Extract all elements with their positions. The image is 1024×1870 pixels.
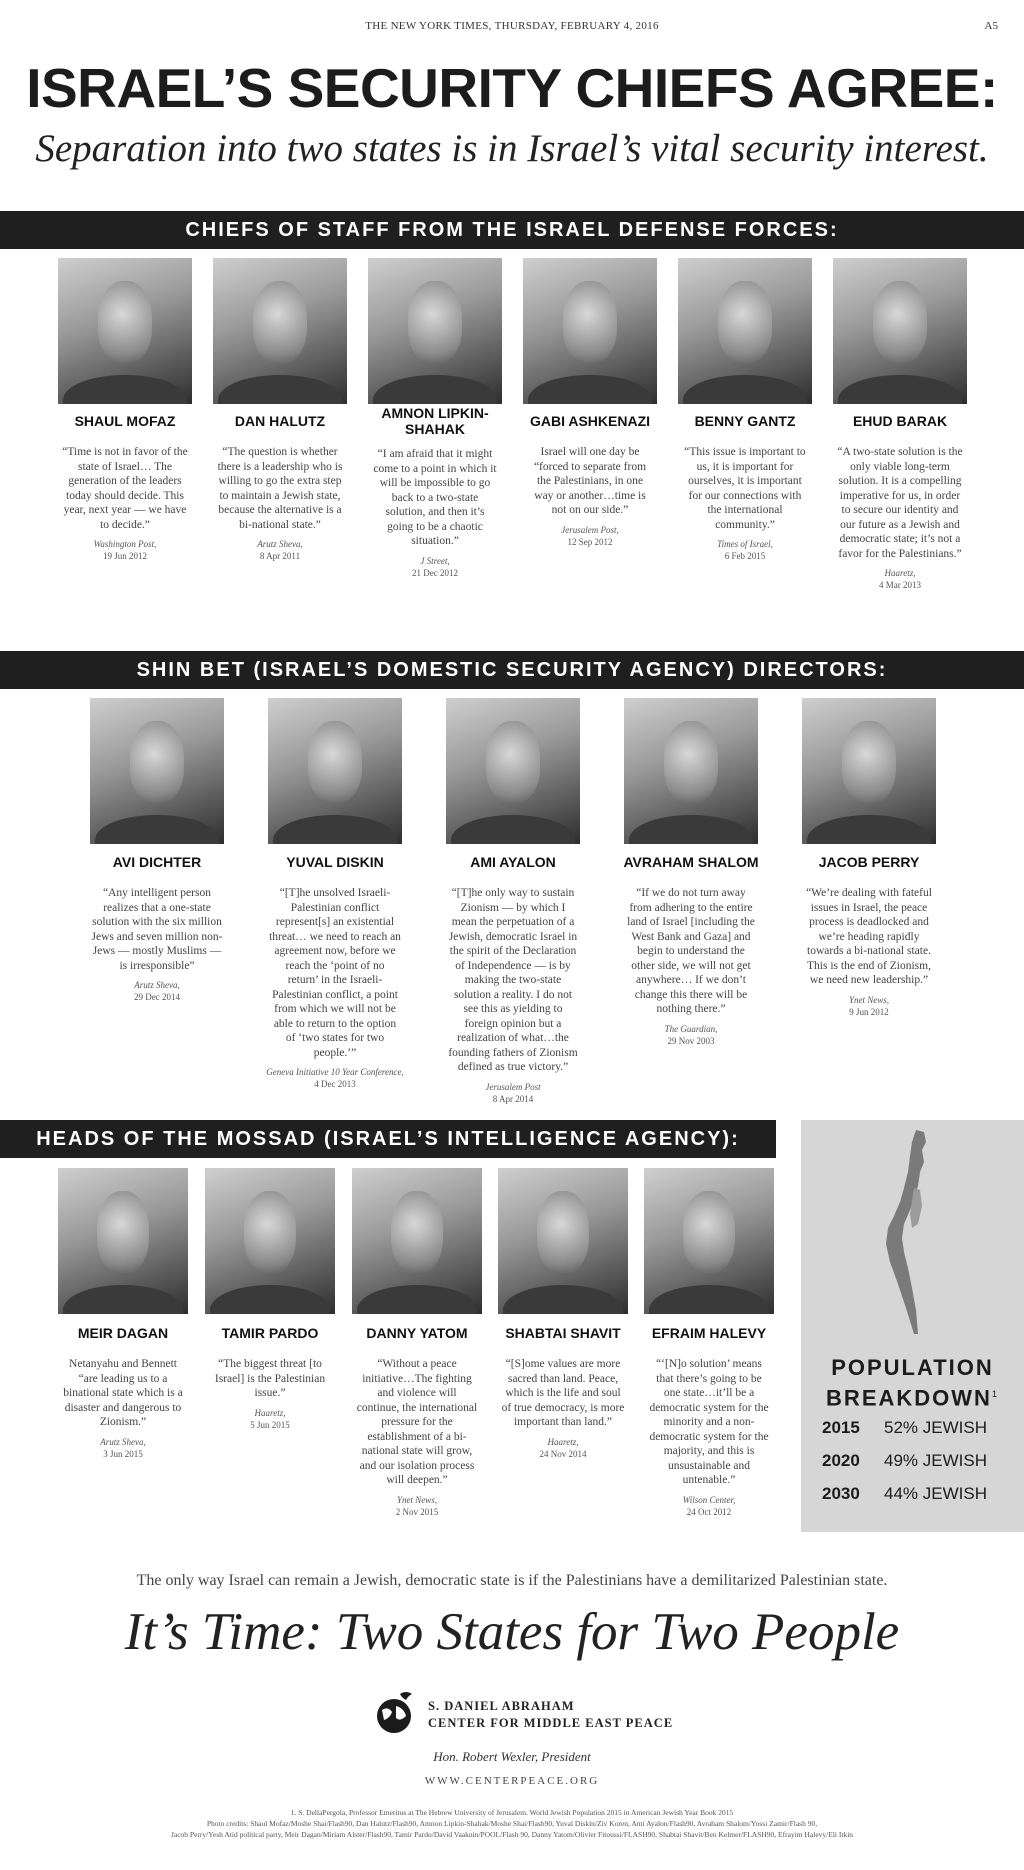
source-date: 29 Dec 2014 (134, 992, 180, 1002)
portrait-face (664, 721, 718, 803)
population-row (822, 1484, 1012, 1504)
portrait-photo (802, 698, 936, 844)
person-quote: “We’re dealing with fateful issues in Israel, the peace process is deadlocked and we’re heading rapidly towards a bi-national state. This is the end of Zionism, we need new leadership.” (806, 887, 932, 986)
portrait-shoulders (357, 1285, 477, 1314)
quote-source (672, 538, 818, 562)
source-publication: Ynet News, (848, 995, 889, 1005)
portrait-shoulders (807, 815, 930, 844)
portrait-face (873, 281, 927, 363)
population-year: 2015 (822, 1418, 860, 1437)
portrait-face (486, 721, 540, 803)
portrait-photo (446, 698, 580, 844)
portrait-shoulders (210, 1285, 330, 1314)
slogan: It’s Time: Two States for Two People (124, 1603, 900, 1661)
portrait-photo (213, 258, 347, 404)
masthead: THE NEW YORK TIMES, THURSDAY, FEBRUARY 4, 2016 (365, 20, 659, 32)
portrait-photo (90, 698, 224, 844)
person-name: JACOB PERRY (818, 854, 920, 870)
person-quote: “[T]he only way to sustain Zionism — by which I mean the perpetuation of a Jewish, democratic Israel in the spirit of the Declaration of Independence — is by making the two-state solution a reality. I do not see this as yielding to foreign opinion but a realization of what…the founding fathers of Zionism defined as true victory.” (448, 887, 578, 1073)
person-quote: “[S]ome values are more sacred than land. Peace, which is the life and soul of true democracy, is more important than land.” (501, 1358, 625, 1428)
population-footnote-mark: 1 (991, 1389, 999, 1399)
portrait-photo (58, 1168, 188, 1314)
person-name: GABI ASHKENAZI (529, 413, 651, 429)
population-year: 2030 (822, 1484, 860, 1503)
source-publication: Haaretz, (884, 568, 916, 578)
photo-credits-line2: Jacob Perry/Yesh Atid political party, Meir Dagan/Miriam Alster/Flash90, Tamir Pardo/David Vaaknin/POOL/Flash 90, Danny Yatom/Olivier Fitoussi/FLASH90, Shabtai Shavit/Ben Kelmer/FLASH90, Efrayim Halevy/Eli Itkin (170, 1830, 854, 1839)
portrait-shoulders (63, 375, 186, 404)
portrait-photo (523, 258, 657, 404)
source-publication: Arutz Sheva, (257, 539, 303, 549)
idf-section-title: CHIEFS OF STAFF FROM THE ISRAEL DEFENSE FORCES: (0, 211, 1024, 249)
person-name: DANNY YATOM (366, 1325, 468, 1341)
portrait-shoulders (373, 375, 496, 404)
person-name: AVI DICHTER (112, 854, 202, 870)
portrait-face (308, 721, 362, 803)
quote-source (81, 979, 233, 1003)
person-quote: “If we do not turn away from adhering to the entire land of Israel [including the West Bank and Gaza] and begin to understand the other side, we will not get anywhere… If we don’t change this there will be nothing there.” (627, 887, 755, 1015)
source-date: 24 Oct 2012 (686, 1507, 732, 1517)
person-quote: Israel will one day be “forced to separate from the Palestinians, in one way or another…time is not on our side.” (533, 446, 647, 516)
population-row (822, 1451, 1012, 1471)
portrait-shoulders (528, 375, 651, 404)
source-publication: Haaretz, (254, 1408, 286, 1418)
shinbet-section-title: SHIN BET (ISRAEL’S DOMESTIC SECURITY AGENCY) DIRECTORS: (0, 651, 1024, 689)
person-name: TAMIR PARDO (221, 1325, 319, 1341)
source-publication: The Guardian, (664, 1024, 718, 1034)
source-date: 8 Apr 2014 (492, 1094, 534, 1104)
person-quote: “‘[N]o solution’ means that there’s going to be one state…it’ll be a democratic system for the minority and a non-democratic system for the majority, and this is unsustainable and untenable.” (649, 1358, 769, 1486)
photo-credits-line1: Photo credits: Shaul Mofaz/Moshe Shai/Flash90, Dan Halutz/Flash90, Amnon Lipkin-Shahak/Moshe Shai/Flash90, Yuval Diskin/Ziv Koren, Ami Ayalon/Flash90, Avraham Shalom/Yossi Zamir/Flash 90, (206, 1819, 818, 1828)
population-value: 52% JEWISH (884, 1418, 987, 1437)
portrait-face (98, 281, 152, 363)
org-website[interactable]: WWW.CENTERPEACE.ORG (424, 1775, 600, 1787)
person-name: MEIR DAGAN (77, 1325, 169, 1341)
population-value: 44% JEWISH (884, 1484, 987, 1503)
source-date: 2 Nov 2015 (395, 1507, 439, 1517)
quote-source (345, 1494, 489, 1518)
person-quote: “Time is not in favor of the state of Israel… The generation of the leaders today should decide. This year, next year — we have to decide.” (62, 446, 188, 531)
portrait-photo (205, 1168, 335, 1314)
portrait-face (97, 1191, 149, 1273)
portrait-shoulders (451, 815, 574, 844)
population-title (801, 1355, 1024, 1411)
source-publication: Washington Post, (93, 539, 157, 549)
source-publication: Wilson Center, (682, 1495, 736, 1505)
person-name: DAN HALUTZ (234, 413, 326, 429)
person-name: EFRAIM HALEVY (651, 1325, 767, 1341)
source-date: 5 Jun 2015 (250, 1420, 290, 1430)
org-president: Hon. Robert Wexler, President (433, 1749, 591, 1764)
source-date: 29 Nov 2003 (667, 1036, 715, 1046)
person-name: EHUD BARAK (852, 413, 948, 429)
person-quote: “A two-state solution is the only viable long-term solution. It is a compelling imperative for us, in order to secure our identity and our future as a Jewish and democratic state; it’s not a favor for the Palestinians.” (837, 446, 963, 560)
person-quote: Netanyahu and Bennett “are leading us to a binational state which is a disaster and dangerous to Zionism.” (63, 1358, 183, 1428)
portrait-face (130, 721, 184, 803)
source-date: 24 Nov 2014 (539, 1449, 587, 1459)
person-quote: “This issue is important to us, it is important for ourselves, it is important for our connections with the international community.” (684, 446, 806, 531)
source-publication: Haaretz, (547, 1437, 579, 1447)
portrait-face (563, 281, 617, 363)
quote-source (491, 1436, 635, 1460)
quote-source (51, 1436, 195, 1460)
portrait-shoulders (503, 1285, 623, 1314)
person-name: AMNON LIPKIN-SHAHAK (381, 405, 489, 437)
globe-dove-logo-icon (372, 1688, 420, 1736)
mossad-section-title: HEADS OF THE MOSSAD (ISRAEL’S INTELLIGENCE AGENCY): (0, 1120, 776, 1158)
portrait-photo (678, 258, 812, 404)
page-number: A5 (984, 20, 998, 32)
quote-source (362, 555, 508, 579)
tagline: The only way Israel can remain a Jewish, democratic state is if the Palestinians have a demilitarized Palestinian state. (136, 1572, 888, 1589)
quote-source (198, 1407, 342, 1431)
portrait-shoulders (649, 1285, 769, 1314)
subhead: Separation into two states is in Israel’s vital security interest. (35, 127, 989, 170)
person-quote: “[T]he unsolved Israeli-Palestinian conflict represent[s] an existential threat… we need to reach an agreement now, before we reach the ‘point of no return’ in the Israeli-Palestinian conflict, a point from which we will not be able to return to the option of ‘two states for two people.’” (269, 887, 401, 1059)
portrait-shoulders (218, 375, 341, 404)
israel-map-icon (880, 1128, 950, 1338)
portrait-face (391, 1191, 443, 1273)
person-quote: “The biggest threat [to Israel] is the Palestinian issue.” (214, 1358, 326, 1399)
quote-source (517, 524, 663, 548)
portrait-photo (498, 1168, 628, 1314)
person-name: BENNY GANTZ (694, 413, 796, 429)
source-date: 4 Dec 2013 (314, 1079, 356, 1089)
source-date: 4 Mar 2013 (879, 580, 921, 590)
portrait-photo (58, 258, 192, 404)
portrait-face (683, 1191, 735, 1273)
portrait-shoulders (683, 375, 806, 404)
portrait-photo (268, 698, 402, 844)
population-year: 2020 (822, 1451, 860, 1470)
quote-source (207, 538, 353, 562)
source-publication: J Street, (420, 556, 450, 566)
source-date: 6 Feb 2015 (724, 551, 766, 561)
portrait-photo (368, 258, 502, 404)
org-name (428, 1698, 673, 1732)
portrait-photo (644, 1168, 774, 1314)
portrait-shoulders (63, 1285, 183, 1314)
portrait-shoulders (838, 375, 961, 404)
quote-source (827, 567, 973, 591)
portrait-shoulders (629, 815, 752, 844)
source-date: 21 Dec 2012 (412, 568, 458, 578)
person-quote: “Without a peace initiative…The fighting and violence will continue, the international pressure for the establishment of a bi-national state will grow, and our isolation process will deepen.” (356, 1358, 478, 1486)
source-publication: Jerusalem Post (485, 1082, 541, 1092)
quote-source (437, 1081, 589, 1105)
quote-source (259, 1066, 411, 1090)
person-quote: “I am afraid that it might come to a point in which it will be impossible to go back to a two-state solution, and then it’s going to be a chaotic situation.” (373, 448, 497, 547)
portrait-face (244, 1191, 296, 1273)
portrait-photo (833, 258, 967, 404)
person-name: AVRAHAM SHALOM (623, 854, 759, 870)
person-name: SHABTAI SHAVIT (505, 1325, 621, 1341)
source-date: 9 Jun 2012 (849, 1007, 889, 1017)
quote-source (52, 538, 198, 562)
person-quote: “Any intelligent person realizes that a one-state solution with the six million Jews and seven million non-Jews — mostly Muslims — is irresponsible” (91, 887, 223, 972)
source-publication: Times of Israel, (717, 539, 773, 549)
portrait-face (253, 281, 307, 363)
person-name: YUVAL DISKIN (286, 854, 384, 870)
person-name: AMI AYALON (470, 854, 556, 870)
portrait-photo (624, 698, 758, 844)
source-date: 19 Jun 2012 (102, 551, 147, 561)
portrait-face (408, 281, 462, 363)
portrait-face (842, 721, 896, 803)
source-date: 3 Jun 2015 (103, 1449, 143, 1459)
population-row (822, 1418, 1012, 1438)
portrait-face (718, 281, 772, 363)
portrait-face (537, 1191, 589, 1273)
source-publication: Geneva Initiative 10 Year Conference, (266, 1067, 404, 1077)
portrait-shoulders (273, 815, 396, 844)
source-date: 12 Sep 2012 (567, 537, 613, 547)
source-date: 8 Apr 2011 (259, 551, 301, 561)
population-value: 49% JEWISH (884, 1451, 987, 1470)
quote-source (615, 1023, 767, 1047)
person-quote: “The question is whether there is a leadership who is willing to go the extra step to maintain a Jewish state, because the alternative is a bi-national state.” (217, 446, 343, 531)
org-name-line1: S. DANIEL ABRAHAM (428, 1699, 575, 1713)
headline: ISRAEL’S SECURITY CHIEFS AGREE: (26, 57, 998, 119)
person-name: SHAUL MOFAZ (74, 413, 176, 429)
quote-source (793, 994, 945, 1018)
footnote: 1. S. DellaPergola, Professor Emeritus at The Hebrew University of Jerusalem. World Jewish Population 2015 in American Jewish Year Book 2015 (290, 1808, 734, 1817)
portrait-photo (352, 1168, 482, 1314)
population-title-line1: POPULATION (831, 1355, 994, 1380)
source-publication: Ynet News, (396, 1495, 437, 1505)
source-publication: Jerusalem Post, (561, 525, 619, 535)
org-name-line2: CENTER FOR MIDDLE EAST PEACE (428, 1716, 674, 1730)
portrait-shoulders (95, 815, 218, 844)
population-title-line2: BREAKDOWN (826, 1385, 992, 1411)
source-publication: Arutz Sheva, (134, 980, 180, 990)
source-publication: Arutz Sheva, (100, 1437, 146, 1447)
quote-source (637, 1494, 781, 1518)
